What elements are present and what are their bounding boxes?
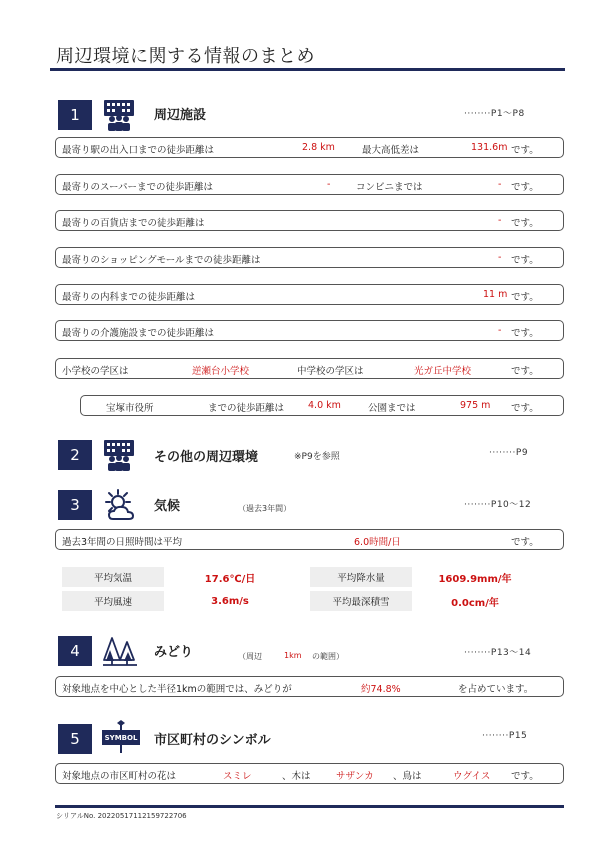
row-label: 最大高低差は bbox=[362, 145, 420, 156]
title-rule bbox=[50, 68, 565, 71]
row-suffix: です。 bbox=[511, 366, 539, 377]
care-facility-distance-value: - bbox=[498, 325, 502, 336]
row-suffix: です。 bbox=[511, 537, 539, 548]
row-clinic-distance bbox=[55, 284, 564, 305]
elementary-school-value: 逆瀬台小学校 bbox=[192, 366, 250, 377]
section-5-title: 市区町村のシンボル bbox=[154, 733, 271, 748]
row-label: 最寄りの介護施設までの徒歩距離は bbox=[62, 328, 215, 339]
row-label: までの徒歩距離は bbox=[208, 403, 285, 414]
avg-wind-label: 平均風速 bbox=[62, 591, 164, 611]
section-3-badge: 3 bbox=[58, 490, 92, 520]
row-suffix: です。 bbox=[511, 145, 539, 156]
row-suffix: です。 bbox=[511, 255, 539, 266]
station-distance-value: 2.8 km bbox=[302, 142, 335, 153]
convenience-distance-value: - bbox=[498, 179, 502, 190]
section-5-badge: 5 bbox=[58, 724, 92, 754]
section-5-pages: ········P15 bbox=[482, 731, 528, 741]
row-label: 最寄りのショッピングモールまでの徒歩距離は bbox=[62, 255, 261, 266]
row-label: 公園までは bbox=[368, 403, 416, 414]
row-label: 中学校の学区は bbox=[297, 366, 364, 377]
section-1-badge: 1 bbox=[58, 100, 92, 130]
trees-icon bbox=[101, 634, 139, 668]
city-hall-label: 宝塚市役所 bbox=[106, 403, 154, 414]
row-label: コンビニまでは bbox=[356, 182, 423, 193]
symbol-icon bbox=[100, 720, 142, 754]
row-label: 最寄り駅の出入口までの徒歩距離は bbox=[62, 145, 215, 156]
row-school-district bbox=[55, 358, 564, 379]
symbol-icon-text: SYMBOL bbox=[104, 733, 138, 742]
serial-number: シリアルNo. 20220517112159722706 bbox=[56, 812, 187, 820]
section-4-title: みどり bbox=[154, 645, 194, 660]
row-city-hall-park bbox=[80, 395, 564, 416]
section-4-note-suffix: の範囲） bbox=[312, 652, 344, 661]
row-suffix: です。 bbox=[511, 328, 539, 339]
avg-temperature-label: 平均気温 bbox=[62, 567, 164, 587]
facility-icon bbox=[101, 98, 137, 132]
avg-temperature-value: 17.6℃/日 bbox=[204, 573, 256, 585]
section-4-pages: ········P13～14 bbox=[464, 648, 532, 658]
avg-wind-value: 3.6m/s bbox=[211, 595, 249, 607]
section-3-pages: ········P10～12 bbox=[464, 500, 532, 510]
footer-rule bbox=[55, 805, 564, 808]
city-hall-distance-value: 4.0 km bbox=[308, 400, 341, 411]
section-3-title: 気候 bbox=[154, 499, 181, 514]
avg-precipitation-value: 1609.9mm/年 bbox=[438, 573, 512, 585]
elevation-diff-value: 131.6m bbox=[471, 142, 508, 153]
avg-snow-value: 0.0cm/年 bbox=[451, 597, 499, 609]
avg-snow-label: 平均最深積雪 bbox=[310, 591, 412, 611]
row-label: 最寄りの百貨店までの徒歩距離は bbox=[62, 218, 205, 229]
row-label: 過去3年間の日照時間は平均 bbox=[62, 537, 183, 548]
park-distance-value: 975 m bbox=[460, 400, 491, 411]
row-shopping-mall-distance bbox=[55, 247, 564, 268]
row-sunshine-hours bbox=[55, 529, 564, 550]
row-label: 最寄りのスーパーまでの徒歩距離は bbox=[62, 182, 214, 193]
row-suffix: を占めています。 bbox=[458, 684, 534, 695]
row-care-facility-distance bbox=[55, 320, 564, 341]
city-tree-value: サザンカ bbox=[336, 771, 374, 782]
facility-icon bbox=[101, 438, 137, 472]
row-label: 対象地点の市区町村の花は bbox=[62, 771, 177, 782]
section-3-note: （過去3年間） bbox=[238, 504, 292, 513]
city-flower-value: スミレ bbox=[223, 771, 252, 782]
row-suffix: です。 bbox=[511, 292, 539, 303]
supermarket-distance-value: - bbox=[327, 179, 331, 190]
row-suffix: です。 bbox=[511, 218, 539, 229]
section-2-note: ※P9を参照 bbox=[294, 452, 340, 462]
shopping-mall-distance-value: - bbox=[498, 252, 502, 263]
row-label: 対象地点を中心とした半径1kmの範囲では、みどりが bbox=[62, 684, 292, 695]
avg-precipitation-label: 平均降水量 bbox=[310, 567, 412, 587]
row-label: 最寄りの内科までの徒歩距離は bbox=[62, 292, 196, 303]
row-label: 小学校の学区は bbox=[62, 366, 129, 377]
row-label: 、鳥は bbox=[393, 771, 422, 782]
row-suffix: です。 bbox=[511, 771, 539, 782]
clinic-distance-value: 11 m bbox=[483, 289, 508, 300]
junior-high-school-value: 光ガ丘中学校 bbox=[414, 366, 472, 377]
row-city-symbols bbox=[55, 763, 564, 784]
section-1-pages: ········P1～P8 bbox=[464, 109, 525, 119]
section-2-badge: 2 bbox=[58, 440, 92, 470]
section-2-pages: ········P9 bbox=[489, 448, 529, 458]
section-4-badge: 4 bbox=[58, 636, 92, 666]
sun-cloud-icon bbox=[101, 488, 139, 524]
section-1-title: 周辺施設 bbox=[154, 108, 207, 123]
row-suffix: です。 bbox=[511, 182, 539, 193]
sunshine-hours-value: 6.0時間/日 bbox=[354, 537, 401, 548]
row-station-distance bbox=[55, 137, 564, 158]
greenery-ratio-value: 約74.8% bbox=[361, 684, 401, 695]
row-suffix: です。 bbox=[511, 403, 539, 414]
department-store-distance-value: - bbox=[498, 215, 502, 226]
city-bird-value: ウグイス bbox=[453, 771, 491, 782]
row-supermarket-distance bbox=[55, 174, 564, 195]
row-greenery bbox=[55, 676, 564, 697]
section-4-note-prefix: （周辺 bbox=[238, 652, 262, 661]
row-label: 、木は bbox=[282, 771, 311, 782]
page-title: 周辺環境に関する情報のまとめ bbox=[56, 46, 315, 67]
section-4-radius-value: 1km bbox=[284, 651, 302, 660]
row-department-store-distance bbox=[55, 210, 564, 231]
section-2-title: その他の周辺環境 bbox=[154, 450, 259, 465]
